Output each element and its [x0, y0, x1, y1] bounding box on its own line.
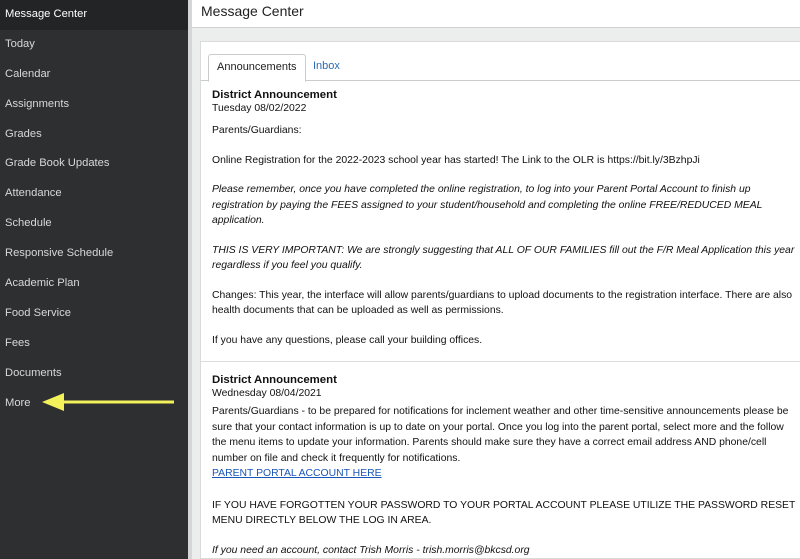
sidebar-item-grade-book-updates[interactable]: Grade Book Updates [5, 157, 110, 170]
sidebar-divider [188, 0, 192, 559]
announcement-text: IF YOU HAVE FORGOTTEN YOUR PASSWORD TO YOUR PORTAL ACCOUNT PLEASE UTILIZE THE PASSWORD RESET MENU DIRECTLY BELOW THE LOG IN AREA. [212, 499, 796, 526]
sidebar-item-academic-plan[interactable]: Academic Plan [5, 277, 80, 290]
page-header [192, 0, 800, 28]
announcement-title: District Announcement [212, 374, 337, 386]
sidebar-item-today[interactable]: Today [5, 37, 35, 50]
sidebar-item-attendance[interactable]: Attendance [5, 187, 62, 200]
sidebar-item-grades[interactable]: Grades [5, 127, 42, 140]
announcement-text: Parents/Guardians: [212, 125, 302, 136]
sidebar-item-responsive-schedule[interactable]: Responsive Schedule [5, 247, 114, 260]
sidebar-nav [0, 0, 188, 559]
tab-inbox[interactable]: Inbox [313, 60, 340, 72]
announcement-list [212, 88, 800, 559]
sidebar-item-fees[interactable]: Fees [5, 336, 30, 349]
announcement-text: Please remember, once you have completed the online registration, to log into your Parent Portal Account to finish up registration by paying the FEES assigned to your student/household and completing the online FREE/REDUCED MEAL application. [212, 184, 763, 226]
announcement-text: Changes: This year, the interface will allow parents/guardians to upload documents to the registration interface. There are also health documents that can be uploaded as well as permissions. [212, 289, 793, 316]
arrow-left-icon [40, 392, 176, 412]
sidebar-item-more[interactable]: More [5, 396, 31, 409]
announcement-date: Tuesday 08/02/2022 [212, 103, 307, 114]
announcement-text: If you need an account, contact Trish Morris - trish.morris@bkcsd.org [212, 544, 530, 556]
sidebar-item-schedule[interactable]: Schedule [5, 217, 52, 230]
tab-announcements[interactable]: Announcements [208, 54, 306, 82]
announcement-item [212, 373, 800, 558]
announcement-separator [201, 361, 800, 362]
sidebar-item-calendar[interactable]: Calendar [5, 67, 51, 80]
announcement-date: Wednesday 08/04/2021 [212, 388, 322, 399]
sidebar-item-message-center[interactable]: Message Center [0, 0, 188, 30]
page-title: Message Center [201, 3, 304, 19]
announcement-item [212, 88, 800, 348]
message-panel [200, 41, 800, 559]
announcement-text: Parents/Guardians - to be prepared for notifications for inclement weather and other time-sensitive announcements please be sure that your contact information is up to date on your portal. Once you log into the parent portal, select more and the follow the menu items to update your information. Parents should make sure they have a correct email address AND phone/cell number on file and check it frequently for notifications. [212, 406, 789, 464]
tab-bar [201, 42, 800, 81]
sidebar-item-assignments[interactable]: Assignments [5, 97, 70, 110]
parent-portal-link[interactable]: PARENT PORTAL ACCOUNT HERE [212, 468, 382, 479]
sidebar-item-food-service[interactable]: Food Service [5, 306, 71, 319]
announcement-title: District Announcement [212, 89, 337, 101]
announcement-text: Online Registration for the 2022-2023 school year has started! The Link to the OLR is https://bit.ly/3BzhpJi [212, 154, 700, 166]
announcement-text: THIS IS VERY IMPORTANT: We are strongly suggesting that ALL OF OUR FAMILIES fill out the F/R Meal Application this year regardless if you feel you qualify. [212, 244, 795, 271]
sidebar-item-documents[interactable]: Documents [5, 366, 62, 379]
announcement-text: If you have any questions, please call your building offices. [212, 334, 483, 346]
